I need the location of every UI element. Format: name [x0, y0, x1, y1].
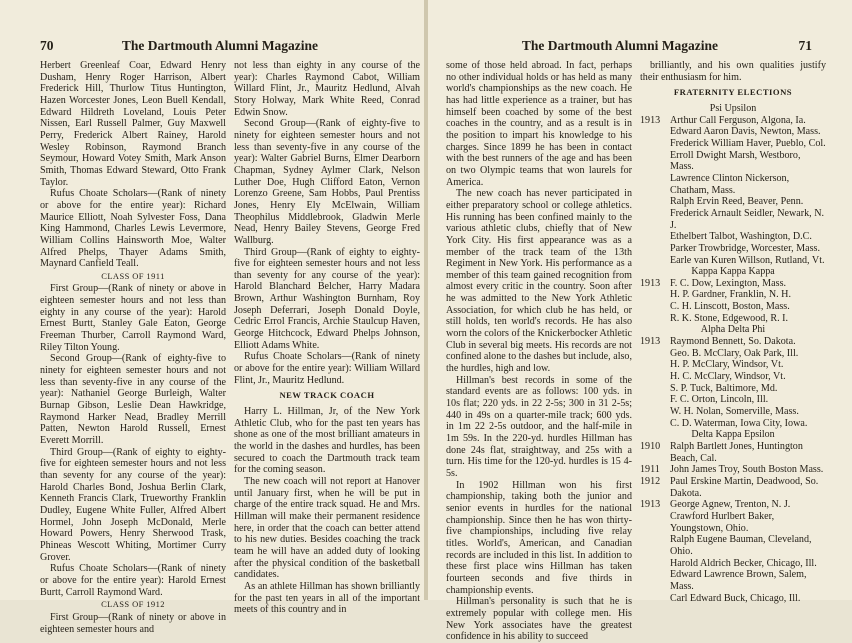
chapter-name: Delta Kappa Epsilon	[691, 429, 775, 441]
member-name: Ralph Ervin Reed, Beaver, Penn.	[670, 196, 804, 208]
class-year: 1912	[640, 475, 661, 487]
member-name: F. C. Orton, Lincoln, Ill.	[670, 394, 769, 406]
member-name: Frederick William Haver, Pueblo, Col.	[670, 137, 826, 149]
paragraph: Second Group—(Rank of eighty-five to ninety for eighteen semester hours and not less than seventy-five in any course of the year): Walter Gabriel Burns, Elmer Dearborn Chapman, Sydney Aylmer Clark, Nelson Luther Doe, Hugh Clifford Eaton, Vernon Lorenzo Greene, Sam Hobbs, Paul Prentiss Jones, Henry Ely McElwain, William Theophilus Middlebrook, Gladwin Merle Nead, Henry Bailey Stevens, George Fred Wallburg.	[234, 118, 420, 246]
member-name: H. P. Gardner, Franklin, N. H.	[670, 289, 791, 301]
left-running-header	[0, 38, 424, 54]
member-name: Raymond Bennett, So. Dakota.	[670, 336, 796, 348]
election-entry	[640, 383, 826, 395]
election-entry	[640, 115, 826, 127]
fraternity-intro: brilliantly, and his own qualities justify their enthusiasm for him.	[640, 60, 826, 83]
member-name: Edward Lawrence Brown, Salem, Mass.	[670, 569, 807, 592]
right-column-1	[446, 60, 632, 643]
election-entry	[640, 231, 826, 243]
member-name: Arthur Call Ferguson, Algona, Ia.	[670, 114, 806, 126]
election-entry	[640, 476, 826, 499]
article-heading: NEW TRACK COACH	[279, 390, 375, 401]
election-entry	[640, 499, 826, 511]
election-entry	[640, 593, 826, 605]
election-entry	[640, 394, 826, 406]
member-name: Crawford Hurlbert Baker, Youngstown, Ohio.	[670, 510, 775, 534]
paragraph: Harry L. Hillman, Jr, of the New York Athletic Club, who for the past ten years has shone as one of the most brilliant amateurs in the world in the dashes and hurdles, has been secured to coach the Dartmouth track team for the coming season.	[234, 406, 420, 476]
election-entry	[640, 558, 826, 570]
election-entry	[640, 336, 826, 348]
member-name: C. D. Waterman, Iowa City, Iowa.	[670, 417, 808, 429]
paragraph: Rufus Choate Scholars—(Rank of ninety or above for the entire year): William Willard Flint, Jr., Mauritz Hedlund.	[234, 351, 420, 386]
member-name: Earle van Kuren Willson, Rutland, Vt.	[670, 254, 825, 266]
class-year: 1913	[640, 336, 661, 348]
class-year: 1911	[640, 464, 660, 476]
left-column-2	[234, 60, 420, 616]
paragraph: Third Group—(Rank of eighty to eighty-five for eighteen semester hours and not less than seventy for any course of the year): Harold Charles Bond, Joshua Berlin Clark, Kenneth Francis Clark, Trueworthy Franklin Dudley, Eugene White Fuller, Alfred Albert Hormel, John Joseph McDonald, Merle Howard Powers, Henry Sherwood Trask, Phineas Wescott Whiting, Mortimer Curry Grover.	[40, 446, 226, 563]
paragraph: Hillman's best records in some of the standard events are as follows: 100 yds. in 10s flat; 220 yds. in 22 2-5s; 300 in 31 2-5s; 440 in 49s on a quarter-mile track; 600 yds. in 1m 22 2-5s outdoor, and the half-mile in 1m 59s. In the 220-yd. hurdles Hillman has done 24s flat, straightway, and 25s with a turn. His time for the 120-yd. hurdles is 15 4-5s.	[446, 374, 632, 479]
paragraph: As an athlete Hillman has shown brilliantly for the past ten years in all of the important meets of this country and in	[234, 580, 420, 616]
election-entry	[640, 464, 826, 476]
chapter-name: Psi Upsilon	[709, 102, 757, 114]
member-name: George Agnew, Trenton, N. J.	[670, 499, 791, 511]
paragraph: Rufus Choate Scholars—(Rank of ninety or above for the entire year): Richard Maurice Elliott, Noah Sylvester Foss, Dana King Hammond, Charles Lewis Levermore, William Collins Hainsworth Moe, Walter Alfred Phelps, Thayer Adams Smith, Maynard Canfield Teall.	[40, 188, 226, 270]
class-heading: CLASS OF 1912	[101, 599, 165, 610]
election-entry	[640, 173, 826, 196]
right-page-number: 71	[798, 38, 812, 53]
left-running-head: The Dartmouth Alumni Magazine	[121, 38, 319, 53]
member-name: F. C. Dow, Lexington, Mass.	[670, 277, 787, 289]
paragraph: Hillman's personality is such that he is extremely popular with college men. His New York associates have the greatest confidence in his ability to succeed	[446, 596, 632, 643]
member-name: Edward Aaron Davis, Newton, Mass.	[670, 126, 821, 138]
election-entry	[640, 348, 826, 360]
left-column-1	[40, 60, 226, 635]
member-name: Frederick Arnault Seidler, Newark, N. J.	[670, 207, 825, 231]
right-running-header	[428, 38, 852, 54]
class-heading: CLASS OF 1911	[101, 270, 165, 281]
class-year: 1913	[640, 277, 661, 289]
paragraph: The new coach will not report at Hanover until January first, when he will be put in charge of the entire track squad. He and Mrs. Hillman will make their permanent residence here, in order that the coach can better attend to his new duties. Besides coaching the track team he will have an added duty of looking after the physical condition of the basketball candidates.	[234, 475, 420, 581]
right-page	[428, 0, 852, 643]
election-entry	[640, 301, 826, 313]
right-running-head: The Dartmouth Alumni Magazine	[521, 38, 719, 53]
election-entry	[640, 441, 826, 464]
election-entry	[640, 150, 826, 173]
election-entry	[640, 255, 826, 267]
class-year: 1910	[640, 441, 661, 452]
member-name: Harold Aldrich Becker, Chicago, Ill.	[670, 557, 817, 569]
paragraph: Second Group—(Rank of eighty-five to ninety for eighteen semester hours and not less than seventy-five in any course of the year): Nathaniel George Burleigh, Walter Burnap Gibson, Leslie Dean Hawkridge, Raymond Harker Nead, Bradley Merrill Patten, Newton Harold Russell, Ernest Everett Morrill.	[40, 353, 226, 446]
election-entry	[640, 208, 826, 231]
paragraph: First Group—(Rank of ninety or above in eighteen semester hours and not less than eighty in any course of the year): Harold Ernest Burtt, Stanley Gale Eaton, George Freeman Thurber, Carroll Raymond Ward, Riley Tilton Young.	[40, 283, 226, 353]
election-entry	[640, 359, 826, 371]
election-entry	[640, 289, 826, 301]
election-entry	[640, 196, 826, 208]
member-name: H. P. McClary, Windsor, Vt.	[670, 359, 784, 371]
member-name: Ralph Bartlett Jones, Huntington Beach, Cal.	[670, 441, 803, 464]
member-name: John James Troy, South Boston Mass.	[670, 464, 824, 476]
paragraph: The new coach has never participated in either preparatory school or college athletics. His running has been confined mainly to the various athletic clubs, chiefly that of New York City. His first appearance was as a member of the track team of the 13th Regiment in New York. His performance as a member of this team gained recognition from almost every critic in the country. Soon after he was admitted to the New York Athletic Association, for which club he has held, or still holds, ten world's records. He has also worn the colors of the Knickerbocker Athletic Club in several big meets. His records are not confined alone to the dashes but include, also, the hurdles, high and low.	[446, 188, 632, 375]
member-name: Paul Erskine Martin, Deadwood, So. Dakota.	[670, 475, 819, 499]
election-entry	[640, 313, 826, 325]
member-name: Geo. B. McClary, Oak Park, Ill.	[670, 347, 799, 359]
election-entry	[640, 406, 826, 418]
member-name: Ralph Eugene Bauman, Cleveland, Ohio.	[670, 534, 812, 557]
member-name: H. C. McClary, Windsor, Vt.	[670, 371, 786, 383]
paragraph: First Group—(Rank of ninety or above in eighteen semester hours and	[40, 611, 226, 635]
member-name: Parker Trowbridge, Worcester, Mass.	[670, 242, 820, 254]
member-name: R. K. Stone, Edgewood, R. I.	[670, 312, 789, 324]
election-entry	[640, 371, 826, 383]
paragraph: Rufus Choate Scholars—(Rank of ninety or above for the entire year): Harold Ernest Burtt, Carroll Raymond Ward.	[40, 563, 226, 598]
member-name: Carl Edward Buck, Chicago, Ill.	[670, 592, 801, 604]
fraternity-elections-heading: FRATERNITY ELECTIONS	[673, 87, 793, 98]
chapter-name: Kappa Kappa Kappa	[691, 266, 775, 278]
election-entry	[640, 511, 826, 534]
member-name: Erroll Dwight Marsh, Westboro, Mass.	[670, 149, 801, 173]
member-name: Lawrence Clinton Nickerson, Chatham, Mass.	[670, 172, 790, 196]
election-entry	[640, 569, 826, 592]
election-entry	[640, 418, 826, 430]
paragraph: some of those held abroad. In fact, perhaps no other individual holds or has held as many world's championships as the new coach. He has had little experience as a trainer, but has himself been coached by some of the best coaches in the country, and as a result is in the position to impart his knowledge to his charges. Since 1899 he has been in contact with the best runners of the age and has been on two Olympic teams that won laurels for America.	[446, 60, 632, 188]
member-name: C. H. Linscott, Boston, Mass.	[670, 301, 790, 313]
member-name: W. H. Nolan, Somerville, Mass.	[670, 406, 799, 418]
election-entry	[640, 126, 826, 138]
election-entry	[640, 534, 826, 557]
chapter-name: Alpha Delta Phi	[700, 324, 766, 336]
class-year: 1913	[640, 499, 661, 511]
right-column-2	[640, 60, 826, 604]
election-entry	[640, 138, 826, 150]
left-page	[0, 0, 424, 635]
left-page-number: 70	[40, 38, 54, 53]
paragraph: Third Group—(Rank of eighty to eighty-five for eighteen semester hours and not less than seventy for any course of the year): Harold Blanchard Belcher, Harry Madara Brown, Arthur Washington Burnham, Roy Joseph Deferrari, Joseph Donald Doyle, Cedric Errol Francis, Archie Staulcup Haven, George Hitchcock, Edward Phelps Johnson, Elliott Adams White.	[234, 246, 420, 351]
election-entry	[640, 243, 826, 255]
paragraph: Herbert Greenleaf Coar, Edward Henry Dusham, Henry Roger Harrison, Albert Frederick Hill, Thurlow Titus Huntington, Hazen Worcester Jones, Leon Buell Kendall, Edward Hildreth Loveland, Louis Peter Nissen, Earl Russell Palmer, Guy Maxwell Perry, Frederick Albert Rainey, Harold Wesley Robinson, Raymond Branch Seymour, Howard Votey Smith, Mark Anson Smith, Thomas Edward Steward, Otto Frank Taylor.	[40, 60, 226, 188]
paragraph: not less than eighty in any course of the year): Charles Raymond Cabot, William Willard Flint, Jr., Mauritz Hedlund, Alvah Story Holway, Mark White Reed, Conrad Edwin Snow.	[234, 60, 420, 118]
member-name: Ethelbert Talbot, Washington, D.C.	[670, 231, 812, 243]
fraternity-chapter-list	[640, 103, 826, 604]
member-name: S. P. Tuck, Baltimore, Md.	[670, 382, 778, 394]
paragraph: In 1902 Hillman won his first championship, taking both the junior and senior events in hurdles for the national championship. Since then he has won thirty-five championships, including five relay titles. World's, American, and Canadian records are included in this list. In addition to these first place wins Hillman has taken fourteen seconds and five thirds in championship events.	[446, 479, 632, 596]
election-entry	[640, 278, 826, 290]
class-year: 1913	[640, 114, 661, 126]
